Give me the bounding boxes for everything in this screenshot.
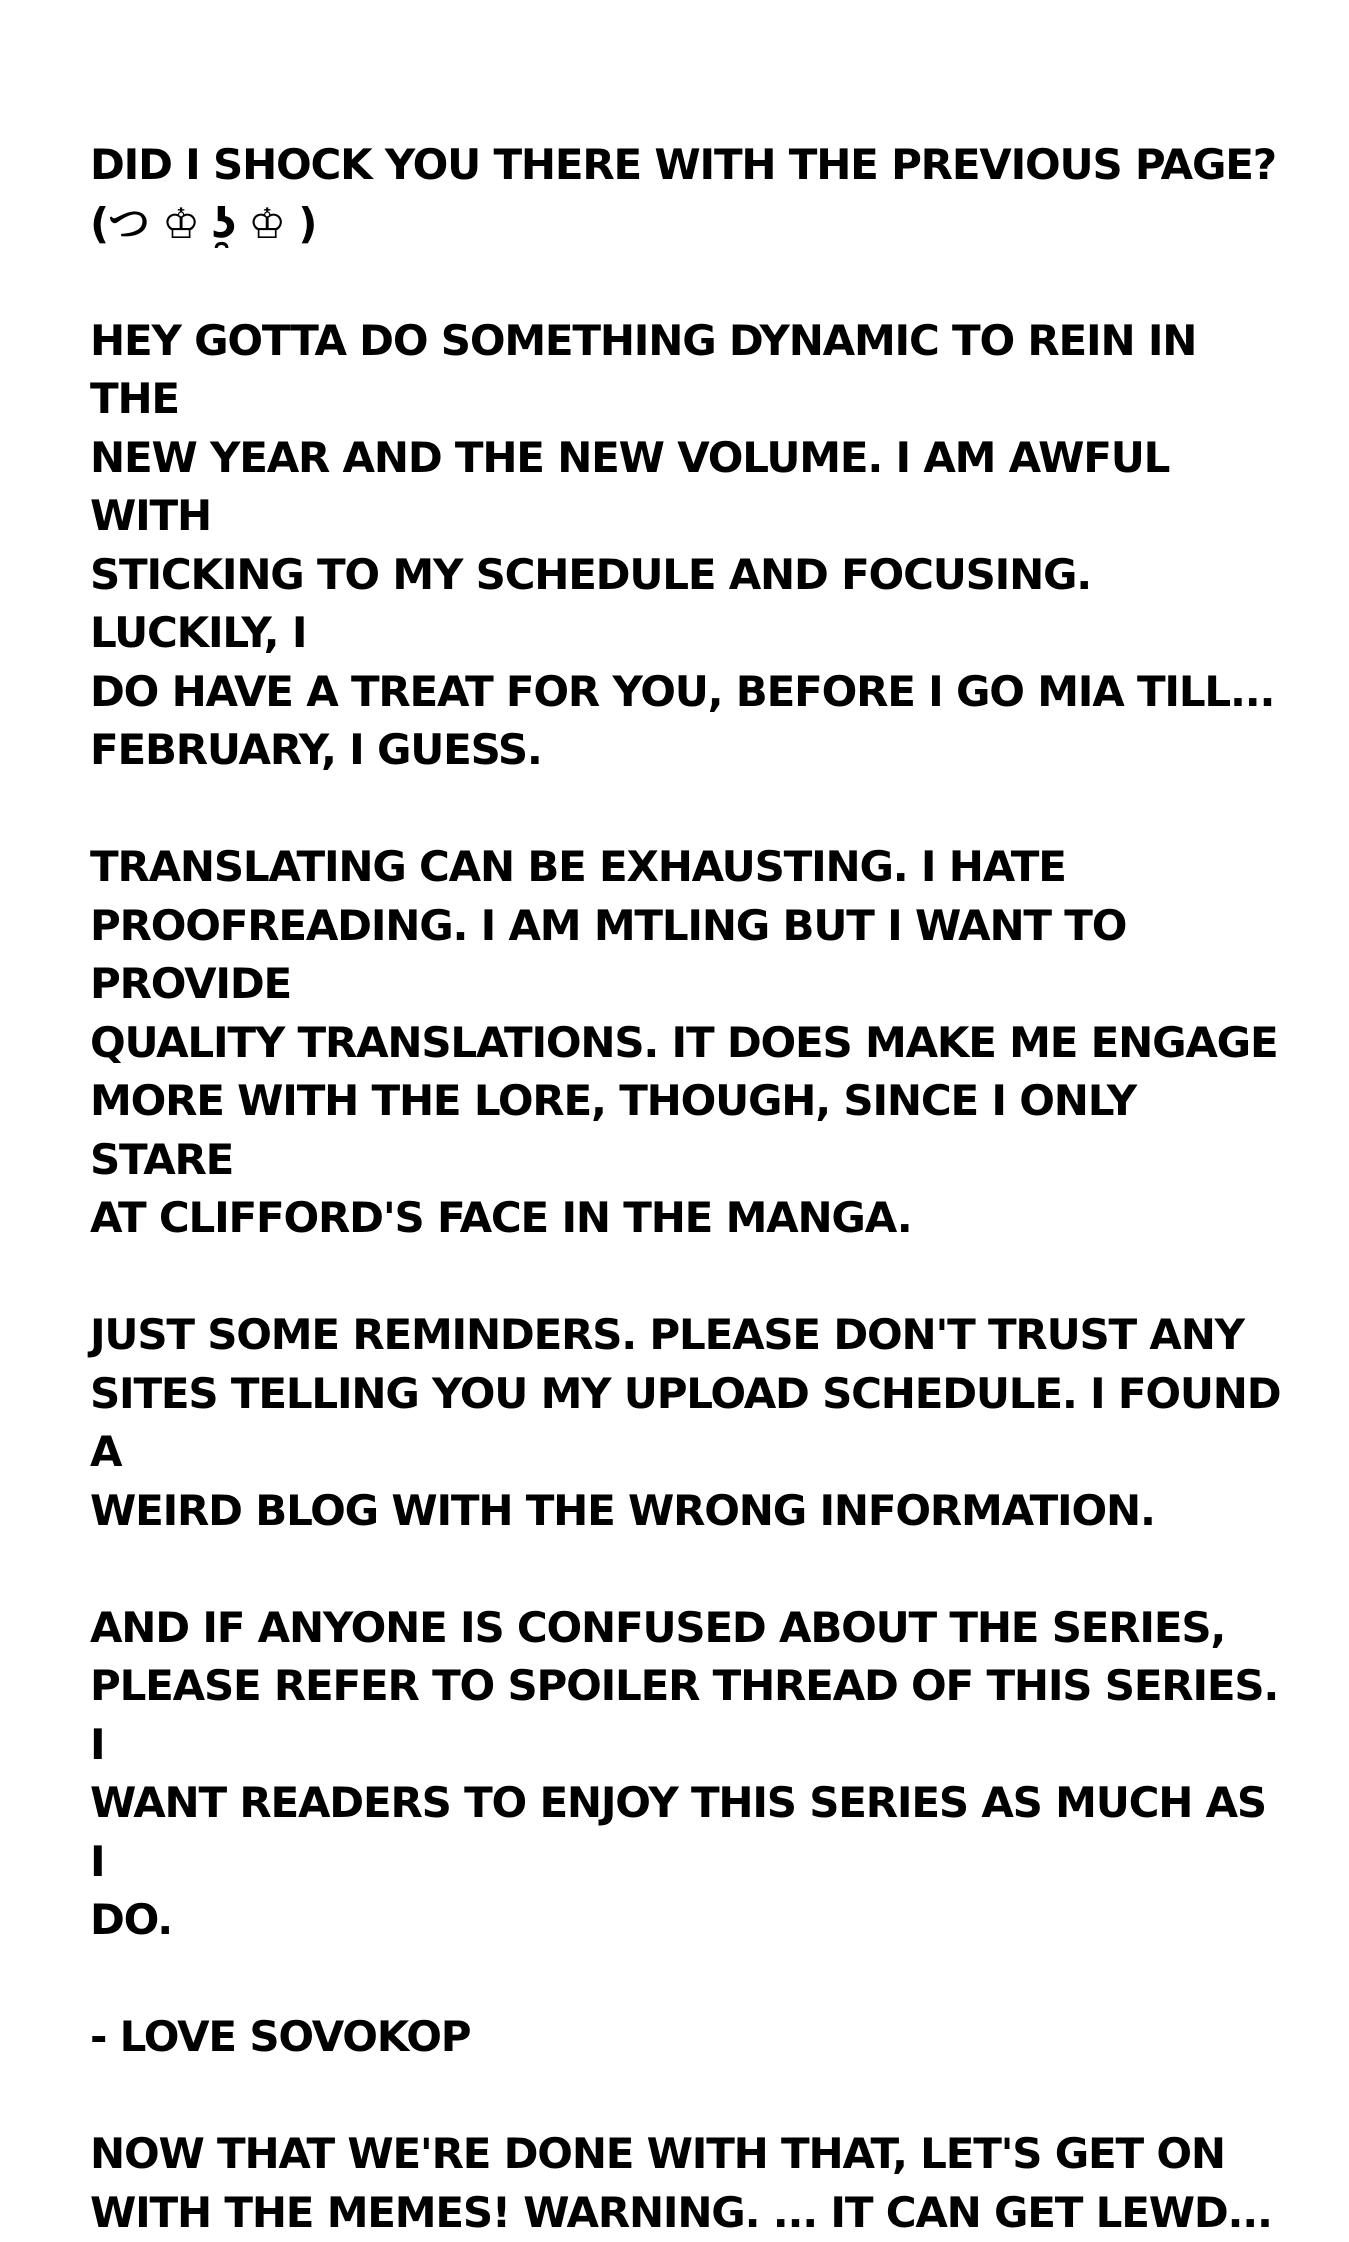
paragraph-memes-warning: NOW THAT WE'RE DONE WITH THAT, LET'S GET ON WITH THE MEMES! WARNING. ... IT CAN GET LEWD... [90, 2129, 1272, 2237]
paragraph-reminders: JUST SOME REMINDERS. PLEASE DON'T TRUST ANY SITES TELLING YOU MY UPLOAD SCHEDULE. I FOUND A WEIRD BLOG WITH THE WRONG INFORMATION. [90, 1310, 1281, 1535]
paragraph-spoiler-thread: AND IF ANYONE IS CONFUSED ABOUT THE SERIES, PLEASE REFER TO SPOILER THREAD OF THIS SERIES. I WANT READERS TO ENJOY THIS SERIES AS MUCH AS I DO. [90, 1602, 1279, 1944]
paragraph-translating: TRANSLATING CAN BE EXHAUSTING. I HATE PROOFREADING. I AM MTLING BUT I WANT TO PROVIDE QUALITY TRANSLATIONS. IT DOES MAKE ME ENGAGE MORE WITH THE LORE, THOUGH, SINCE I ONLY STARE AT CLIFFORD'S FACE IN THE MANGA. [90, 842, 1278, 1242]
paragraph-intro: DID I SHOCK YOU THERE WITH THE PREVIOUS PAGE? (つ ♔ ʖ̯ ♔ ) [90, 140, 1276, 248]
translator-note [90, 136, 1290, 2242]
paragraph-new-year: HEY GOTTA DO SOMETHING DYNAMIC TO REIN IN THE NEW YEAR AND THE NEW VOLUME. I AM AWFUL WITH STICKING TO MY SCHEDULE AND FOCUSING. LUCKILY, I DO HAVE A TREAT FOR YOU, BEFORE I GO MIA TILL... FEBRUARY, I GUESS. [90, 315, 1275, 774]
signature: - LOVE SOVOKOP [90, 2012, 471, 2061]
